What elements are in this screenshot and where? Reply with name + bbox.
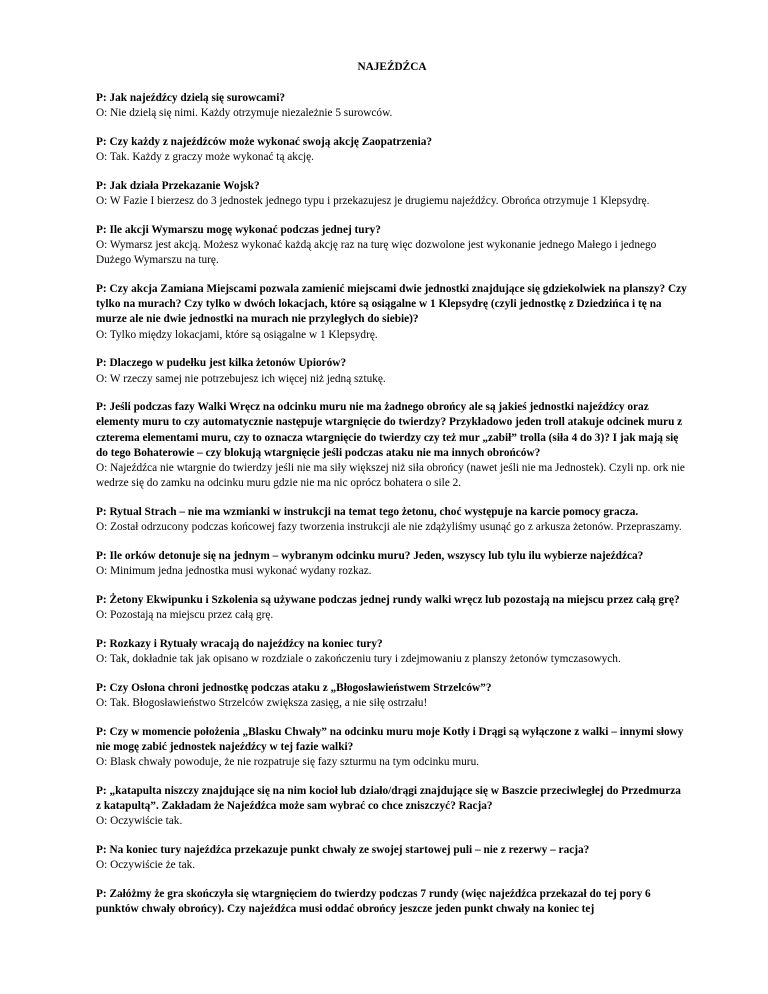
question-text: P: Ile akcji Wymarszu mogę wykonać podczas jednej tury? [96,223,381,236]
question-text: P: Rozkazy i Rytuały wracają do najeźdźcy na koniec tury? [96,637,383,650]
answer-text: O: Blask chwały powoduje, że nie rozpatruje się fazy szturmu na tym odcinku muru. [96,755,480,768]
question-text: P: Czy akcja Zamiana Miejscami pozwala zamienić miejscami dwie jednostki znajdujące się gdziekolwiek na planszy? Czy tylko na murach? Czy tylko w dwóch lokacjach, które są osiągalne w 1 Klepsydrę (czyli jednostkę z Dziedzińca i tę na murze ale nie dwie jednostki na murach nie przyległych do siebie)? [96,283,687,326]
qa-item [96,637,688,667]
qa-item [96,400,688,491]
answer-text: O: W rzeczy samej nie potrzebujesz ich więcej niż jedną sztukę. [96,372,386,385]
question-text: P: Na koniec tury najeźdźca przekazuje punkt chwały ze swojej startowej puli – nie z rezerwy – racja? [96,843,590,856]
question-text: P: Czy Osłona chroni jednostkę podczas ataku z „Błogosławieństwem Strzelców”? [96,681,492,694]
qa-item [96,681,688,711]
qa-item [96,282,688,343]
answer-text: O: Nie dzielą się nimi. Każdy otrzymuje niezależnie 5 surowców. [96,107,393,120]
question-text: P: Jak działa Przekazanie Wojsk? [96,180,260,193]
qa-item [96,843,688,873]
qa-item [96,356,688,386]
qa-item [96,135,688,165]
qa-item [96,549,688,579]
qa-item [96,505,688,535]
answer-text: O: Tak. Każdy z graczy może wykonać tą akcję. [96,151,314,164]
document-page [96,60,688,931]
answer-text: O: W Fazie I bierzesz do 3 jednostek jednego typu i przekazujesz je drugiemu najeźdźcy. Obrońca otrzymuje 1 Klepsydrę. [96,195,650,208]
qa-item [96,223,688,269]
answer-text: O: Pozostają na miejscu przez całą grę. [96,608,274,621]
qa-item [96,593,688,623]
question-text: P: Ile orków detonuje się na jednym – wybranym odcinku muru? Jeden, wszyscy lub tylu ilu wybierze najeźdźca? [96,549,644,562]
question-text: P: Żetony Ekwipunku i Szkolenia są używane podczas jednej rundy walki wręcz lub pozostają na miejscu przez całą grę? [96,593,680,606]
question-text: P: Dlaczego w pudełku jest kilka żetonów Upiorów? [96,357,347,370]
answer-text: O: Tak, dokładnie tak jak opisano w rozdziale o zakończeniu tury i zdejmowaniu z planszy żetonów tymczasowych. [96,652,621,665]
question-text: P: Czy w momencie położenia „Blasku Chwały” na odcinku muru moje Kotły i Drągi są wyłączone z walki – innymi słowy nie mogę zabić jednostek najeźdźcy w tej fazie walki? [96,725,684,753]
page-title: NAJEŹDŹCA [357,61,427,73]
answer-text: O: Tylko między lokacjami, które są osiągalne w 1 Klepsydrę. [96,328,378,341]
question-text: P: „katapulta niszczy znajdujące się na nim kocioł lub działo/drągi znajdujące się w Baszcie przeciwległej do Przedmurza z katapultą”. Zakładam że Najeźdźca może sam wybrać co chce zniszczyć? Racja? [96,784,681,812]
qa-item [96,887,688,917]
answer-text: O: Oczywiście tak. [96,815,183,828]
qa-item [96,784,688,830]
question-text: P: Jak najeźdźcy dzielą się surowcami? [96,92,285,105]
answer-text: O: Oczywiście że tak. [96,858,196,871]
qa-item [96,179,688,209]
answer-text: O: Tak. Błogosławieństwo Strzelców zwiększa zasięg, a nie siłę ostrzału! [96,696,428,709]
question-text: P: Załóżmy że gra skończyła się wtargnięciem do twierdzy podczas 7 rundy (więc najeźdźca przekazał do tej pory 6 punktów chwały obrońcy). Czy najeźdźca musi oddać obrońcy jeszcze jeden punkt chwały na koniec tej [96,887,651,915]
answer-text: O: Wymarsz jest akcją. Możesz wykonać każdą akcję raz na turę więc dozwolone jest wykonanie jednego Małego i jednego Dużego Wymarszu na turę. [96,239,657,267]
qa-item [96,725,688,771]
answer-text: O: Został odrzucony podczas końcowej fazy tworzenia instrukcji ale nie zdążyliśmy usunąć go z arkusza żetonów. Przepraszamy. [96,521,682,534]
question-text: P: Jeśli podczas fazy Walki Wręcz na odcinku muru nie ma żadnego obrońcy ale są jakieś jednostki najeźdźcy oraz elementy muru to czy automatycznie następuje wtargnięcie do twierdzy? Przykładowo jeden troll atakuje odcinek muru z czterema elementami muru, czy to oznacza wtargnięcie do twierdzy czy też mur „zabił” trolla (siła 4 do 3)? I jak mają się do tego Bohaterowie – czy blokują wtargnięcie jeśli podczas ataku nie ma innych obrońców? [96,401,683,459]
question-text: P: Rytual Strach – nie ma wzmianki w instrukcji na temat tego żetonu, choć występuje na karcie pomocy gracza. [96,505,639,518]
answer-text: O: Najeźdźca nie wtargnie do twierdzy jeśli nie ma siły większej niż siła obrońcy (nawet jeśli nie ma Jednostek). Czyli np. ork nie wedrze się do zamku na odcinku muru gdzie nie ma nic oprócz bohatera o sile 2. [96,462,685,490]
question-text: P: Czy każdy z najeźdźców może wykonać swoją akcję Zaopatrzenia? [96,136,433,149]
answer-text: O: Minimum jedna jednostka musi wykonać wydany rozkaz. [96,565,372,578]
qa-item [96,91,688,121]
